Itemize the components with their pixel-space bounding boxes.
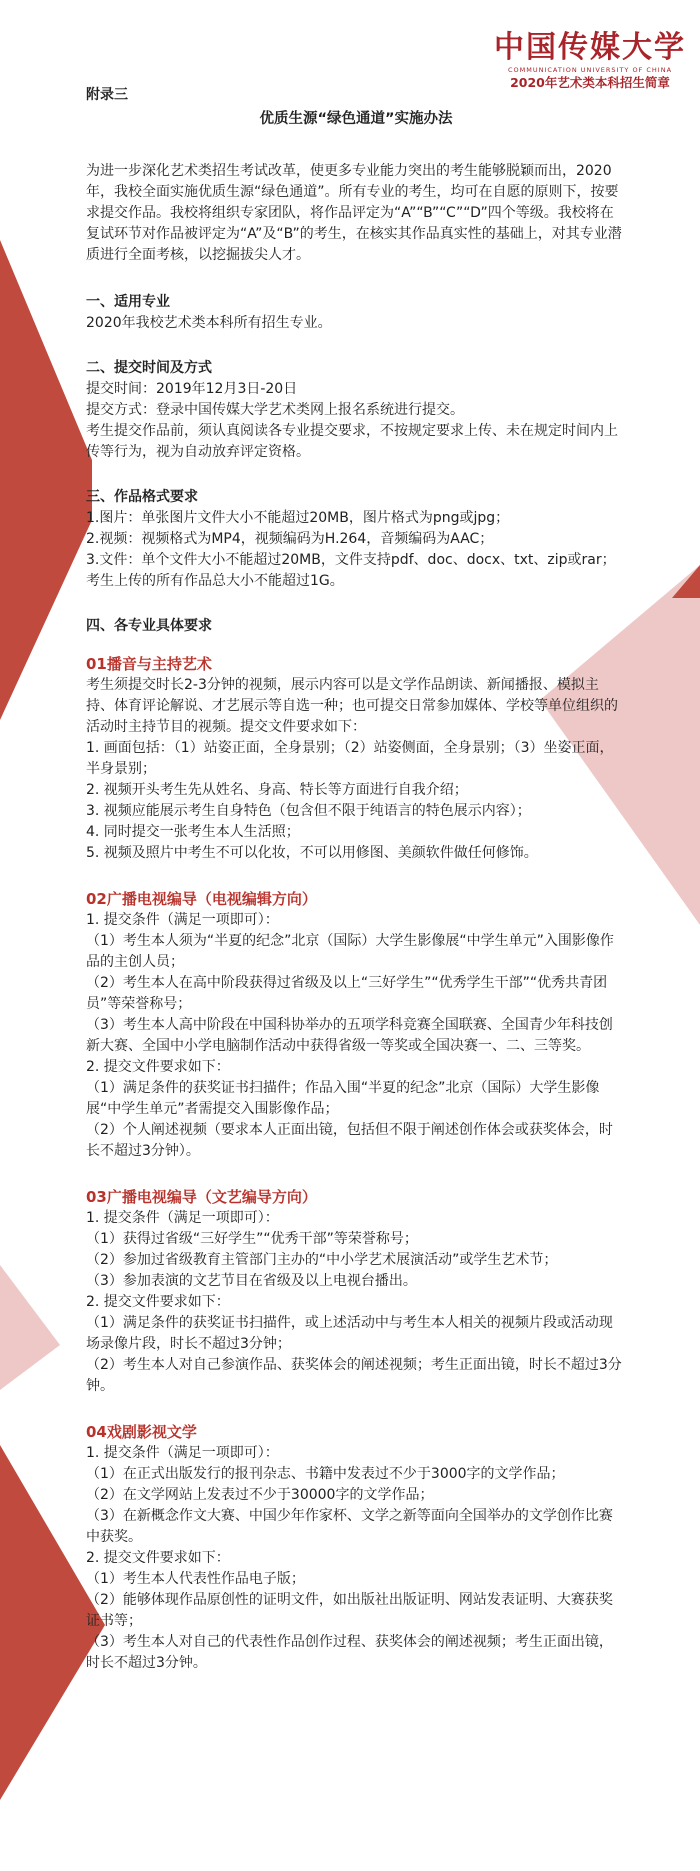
section-heading: 四、各专业具体要求: [86, 618, 212, 634]
major-title: 02广播电视编导（电视编辑方向）: [86, 890, 317, 908]
major-title: 03广播电视编导（文艺编导方向）: [86, 1188, 317, 1206]
logo-english: COMMUNICATION UNIVERSITY OF CHINA: [507, 66, 673, 74]
major-line: （2）在文学网站上发表过不少于30000字的文学作品；: [86, 1487, 434, 1503]
major-line: （2）考生本人对自己参演作品、获奖体会的阐述视频；考生正面出镜，时长不超过3分钟。: [86, 1357, 622, 1394]
section-line: 提交时间：2019年12月3日-20日: [86, 381, 298, 397]
deco-pink-triangle-bottom-left: [0, 1265, 60, 1390]
section-line: 2020年我校艺术类本科所有招生专业。: [86, 315, 332, 331]
major-line: （1）满足条件的获奖证书扫描件，或上述活动中与考生本人相关的视频片段或活动现场录像片段，时长不超过3分钟；: [86, 1315, 613, 1352]
appendix-label: 附录三: [86, 87, 128, 103]
major-line: 1. 画面包括：（1）站姿正面，全身景别；（2）站姿侧面，全身景别；（3）坐姿正面，半身景别；: [86, 740, 614, 777]
intro-paragraph: 为进一步深化艺术类招生考试改革，使更多专业能力突出的考生能够脱颖而出，2020年，我校全面实施优质生源“绿色通道”。所有专业的考生，均可在自愿的原则下，按要求提交作品。我校将组织专家团队，将作品评定为“A”“B”“C”“D”四个等级。我校将在复试环节对作品被评定为“A”及“B”的考生，在核实其作品真实性的基础上，对其专业潜质进行全面考核，以挖掘拔尖人才。: [86, 163, 622, 263]
section-4: [86, 616, 626, 637]
major-line: 1. 提交条件（满足一项即可）：: [86, 912, 279, 928]
logo-name: 中国传媒大学: [494, 30, 686, 65]
major-line: （3）考生本人高中阶段在中国科协举办的五项学科竞赛全国联赛、全国青少年科技创新大赛、全国中小学电脑制作活动中获得省级一等奖或全国决赛一、二、三等奖。: [86, 1017, 613, 1054]
major-line: 4. 同时提交一张考生本人生活照；: [86, 824, 300, 840]
major-line: 2. 提交文件要求如下：: [86, 1059, 230, 1075]
major-line: 3. 视频应能展示考生自身特色（包含但不限于纯语言的特色展示内容）；: [86, 803, 531, 819]
major-line: （2）能够体现作品原创性的证明文件，如出版社出版证明、网站发表证明、大赛获奖证书等；: [86, 1592, 613, 1629]
logo-slogan: 2020年艺术类本科招生简章: [510, 75, 670, 90]
sections-list: [86, 292, 626, 637]
major-1: [86, 653, 626, 864]
major-line: （3）参加表演的文艺节目在省级及以上电视台播出。: [86, 1273, 417, 1289]
section-2: [86, 358, 626, 463]
major-line: （1）考生本人须为“半夏的纪念”北京（国际）大学生影像展“中学生单元”入围影像作品的主创人员；: [86, 933, 614, 970]
major-line: 5. 视频及照片中考生不可以化妆，不可以用修图、美颜软件做任何修饰。: [86, 845, 538, 861]
major-line: （1）满足条件的获奖证书扫描件；作品入围“半夏的纪念”北京（国际）大学生影像展“中学生单元”者需提交入围影像作品；: [86, 1080, 600, 1117]
major-line: 2. 提交文件要求如下：: [86, 1550, 230, 1566]
major-line: 2. 提交文件要求如下：: [86, 1294, 230, 1310]
major-title: 04戏剧影视文学: [86, 1423, 197, 1441]
section-line: 2.视频：视频格式为MP4，视频编码为H.264，音频编码为AAC；: [86, 531, 494, 547]
major-line: 2. 视频开头考生先从姓名、身高、特长等方面进行自我介绍；: [86, 782, 468, 798]
major-line: 1. 提交条件（满足一项即可）：: [86, 1445, 279, 1461]
document-body: [86, 85, 626, 1674]
major-line: （2）考生本人在高中阶段获得过省级及以上“三好学生”“优秀学生干部”“优秀共青团员”等荣誉称号；: [86, 975, 608, 1012]
deco-red-triangle-top-left: [0, 240, 92, 720]
section-heading: 三、作品格式要求: [86, 489, 198, 505]
major-line: （2）个人阐述视频（要求本人正面出镜，包括但不限于阐述创作体会或获奖体会，时长不超过3分钟）。: [86, 1122, 613, 1159]
major-3: [86, 1186, 626, 1397]
major-line: （1）在正式出版发行的报刊杂志、书籍中发表过不少于3000字的文学作品；: [86, 1466, 565, 1482]
major-line: （2）参加过省级教育主管部门主办的“中小学艺术展演活动”或学生艺术节；: [86, 1252, 558, 1268]
major-line: （1）获得过省级“三好学生”“优秀干部”等荣誉称号；: [86, 1231, 418, 1247]
section-line: 1.图片：单张图片文件大小不能超过20MB，图片格式为png或jpg；: [86, 510, 510, 526]
section-line: 3.文件：单个文件大小不能超过20MB，文件支持pdf、doc、docx、txt、zip或rar；: [86, 552, 616, 568]
section-1: [86, 292, 626, 334]
section-heading: 二、提交时间及方式: [86, 360, 212, 376]
major-line: 考生须提交时长2-3分钟的视频，展示内容可以是文学作品朗读、新闻播报、模拟主持、体育评论解说、才艺展示等自选一种；也可提交日常参加媒体、学校等单位组织的活动时主持节目的视频。提交文件要求如下：: [86, 677, 618, 735]
major-line: （3）考生本人对自己的代表性作品创作过程、获奖体会的阐述视频；考生正面出镜，时长不超过3分钟。: [86, 1634, 613, 1671]
major-line: 1. 提交条件（满足一项即可）：: [86, 1210, 279, 1226]
major-line: （3）在新概念作文大赛、中国少年作家杯、文学之新等面向全国举办的文学创作比赛中获奖。: [86, 1508, 613, 1545]
university-logo: [494, 30, 686, 91]
section-line: 考生提交作品前，须认真阅读各专业提交要求，不按规定要求上传、未在规定时间内上传等行为，视为自动放弃评定资格。: [86, 423, 618, 460]
section-line: 提交方式：登录中国传媒大学艺术类网上报名系统进行提交。: [86, 402, 464, 418]
major-line: （1）考生本人代表性作品电子版；: [86, 1571, 305, 1587]
section-line: 考生上传的所有作品总大小不能超过1G。: [86, 573, 344, 589]
document-title: 优质生源“绿色通道”实施办法: [259, 111, 453, 127]
major-title: 01播音与主持艺术: [86, 655, 212, 673]
major-4: [86, 1421, 626, 1674]
section-3: [86, 487, 626, 592]
majors-list: [86, 653, 626, 1674]
major-2: [86, 888, 626, 1162]
section-heading: 一、适用专业: [86, 294, 170, 310]
